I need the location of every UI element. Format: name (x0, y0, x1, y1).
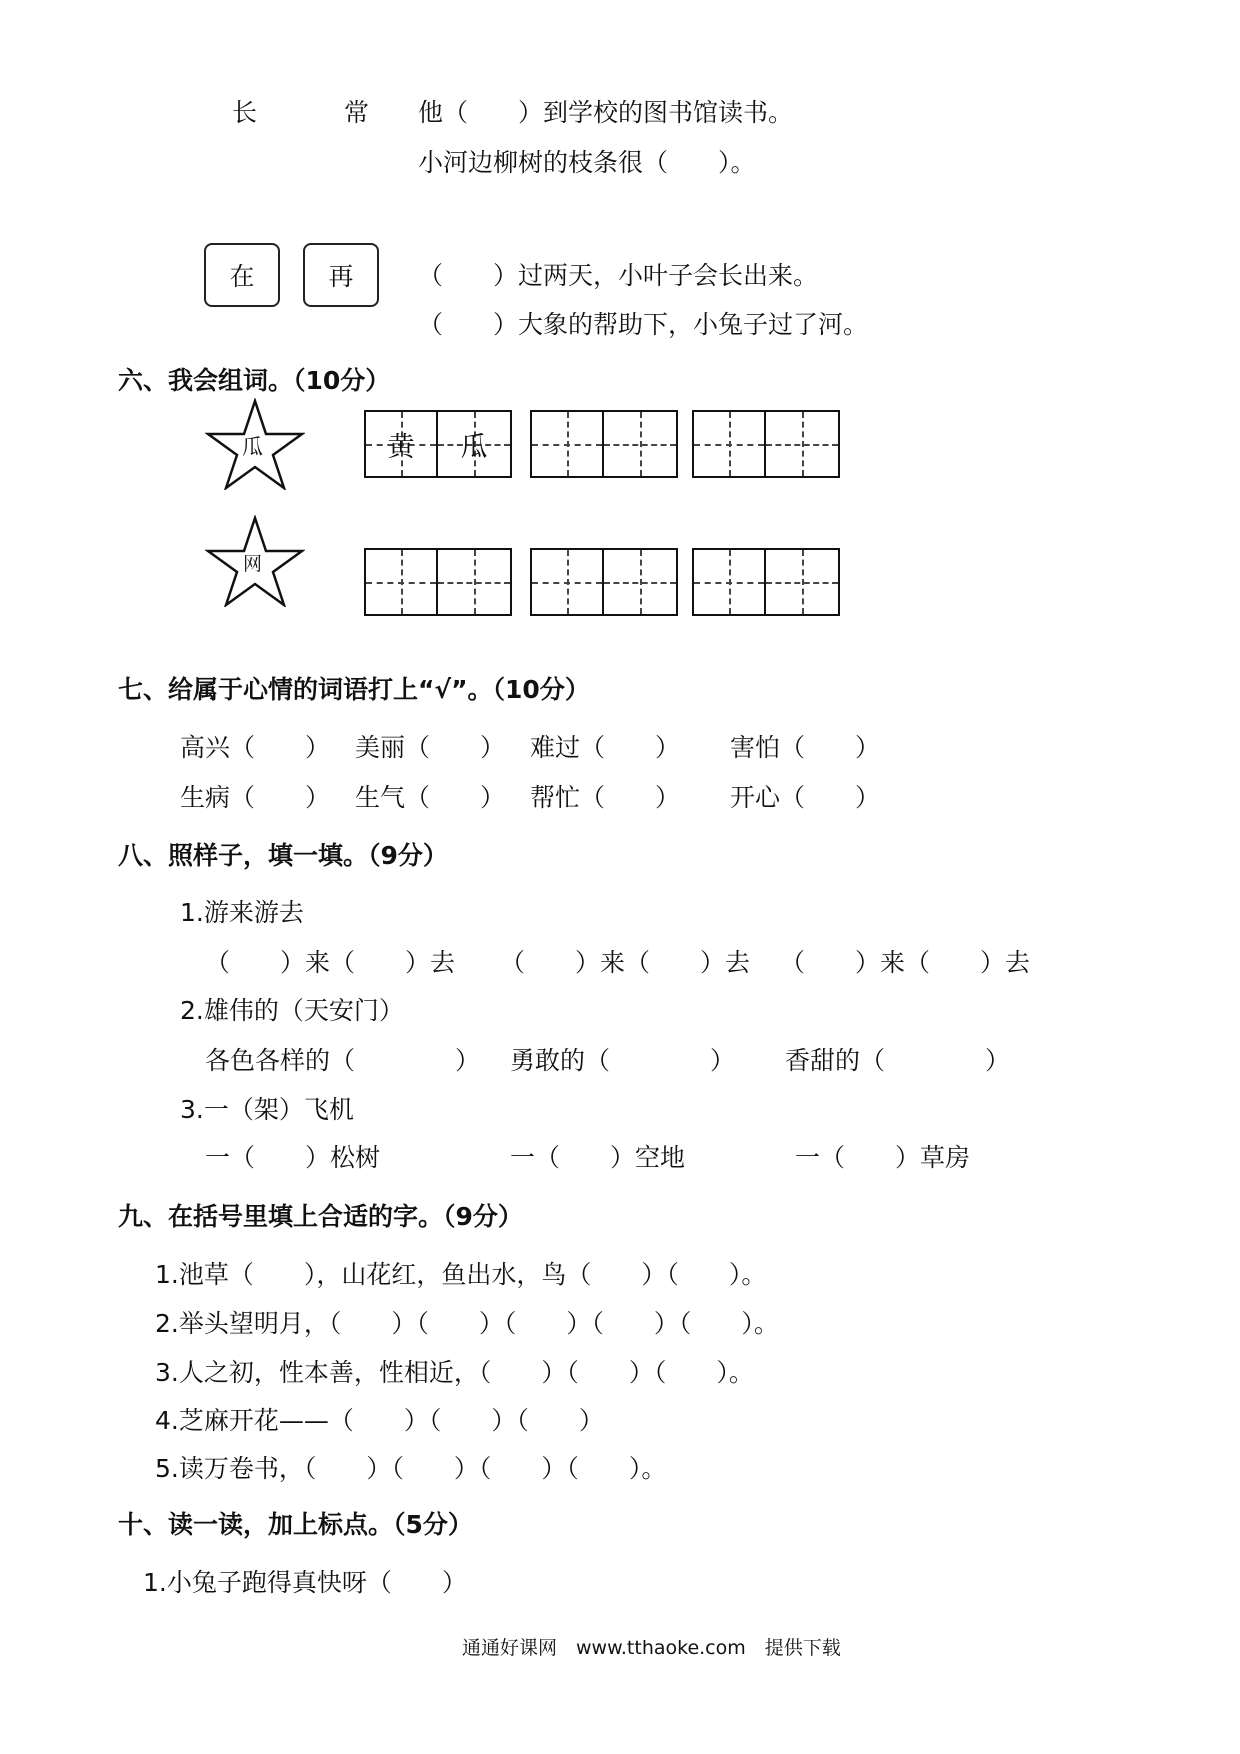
q9-item: 1.池草（ ），山花红，鱼出水，鸟（ ）（ ）。 (155, 1260, 767, 1289)
q8-1-blank: （ ）来（ ）去 (205, 948, 456, 977)
star-char-wang: 网 (243, 553, 263, 575)
q9-item: 4.芝麻开花——（ ）（ ）（ ） (155, 1406, 604, 1435)
q9-item: 5.读万卷书，（ ）（ ）（ ）（ ）。 (155, 1454, 667, 1483)
mood-word: 生病（ ） (180, 783, 331, 812)
q8-3-blank: 一（ ）松树 (205, 1143, 381, 1172)
section-9-heading: 九、在括号里填上合适的字。（9分） (118, 1202, 523, 1231)
q9-item: 3.人之初，性本善，性相近，（ ）（ ）（ ）。 (155, 1358, 754, 1387)
section-8-heading: 八、照样子，填一填。（9分） (118, 841, 448, 870)
mood-word: 高兴（ ） (180, 733, 331, 762)
q9-item: 2.举头望明月，（ ）（ ）（ ）（ ）（ ）。 (155, 1309, 779, 1338)
word-grid-5[interactable] (530, 548, 678, 616)
q8-1-example: 1.游来游去 (180, 898, 304, 927)
mood-word: 开心（ ） (730, 783, 881, 812)
sentence-1: 他（ ）到学校的图书馆读书。 (418, 98, 794, 127)
q8-2-example: 2.雄伟的（天安门） (180, 996, 404, 1025)
mood-word: 难过（ ） (530, 733, 681, 762)
star-char-gua: 瓜 (242, 435, 263, 459)
word-box-zai-at: 在 (204, 243, 280, 307)
q8-1-blank: （ ）来（ ）去 (780, 948, 1031, 977)
section-7-heading: 七、给属于心情的词语打上“√”。（10分） (118, 675, 590, 704)
word-grid-4[interactable] (364, 548, 512, 616)
word-grid-2[interactable] (530, 410, 678, 478)
section-6-heading: 六、我会组词。（10分） (118, 366, 391, 395)
sentence-3: （ ）过两天，小叶子会长出来。 (418, 261, 819, 290)
grid-char-gua: 瓜 (460, 431, 488, 463)
q8-2-blank: 香甜的（ ） (785, 1046, 1011, 1075)
word-chang-often: 常 (344, 98, 370, 127)
word-grid-1 (364, 410, 512, 478)
page-footer: 通通好课网 www.tthaoke.com 提供下载 (462, 1637, 841, 1659)
mood-word: 美丽（ ） (355, 733, 506, 762)
mood-word: 生气（ ） (355, 783, 506, 812)
q8-2-blank: 勇敢的（ ） (510, 1046, 736, 1075)
q10-1: 1.小兔子跑得真快呀（ ） (143, 1568, 467, 1597)
sentence-4: （ ）大象的帮助下，小兔子过了河。 (418, 310, 869, 339)
sentence-2: 小河边柳树的枝条很（ ）。 (418, 148, 756, 177)
q8-3-example: 3.一（架）飞机 (180, 1095, 354, 1124)
mood-word: 害怕（ ） (730, 733, 881, 762)
section-10-heading: 十、读一读，加上标点。（5分） (118, 1510, 473, 1539)
grid-char-huang: 黄 (387, 431, 415, 463)
q8-1-blank: （ ）来（ ）去 (500, 948, 751, 977)
word-box-zai-again: 再 (303, 243, 379, 307)
q8-3-blank: 一（ ）空地 (510, 1143, 686, 1172)
mood-word: 帮忙（ ） (530, 783, 681, 812)
q8-2-blank: 各色各样的（ ） (205, 1046, 481, 1075)
word-grid-3[interactable] (692, 410, 840, 478)
word-chang-long: 长 (232, 98, 258, 127)
word-grid-6[interactable] (692, 548, 840, 616)
q8-3-blank: 一（ ）草房 (795, 1143, 971, 1172)
